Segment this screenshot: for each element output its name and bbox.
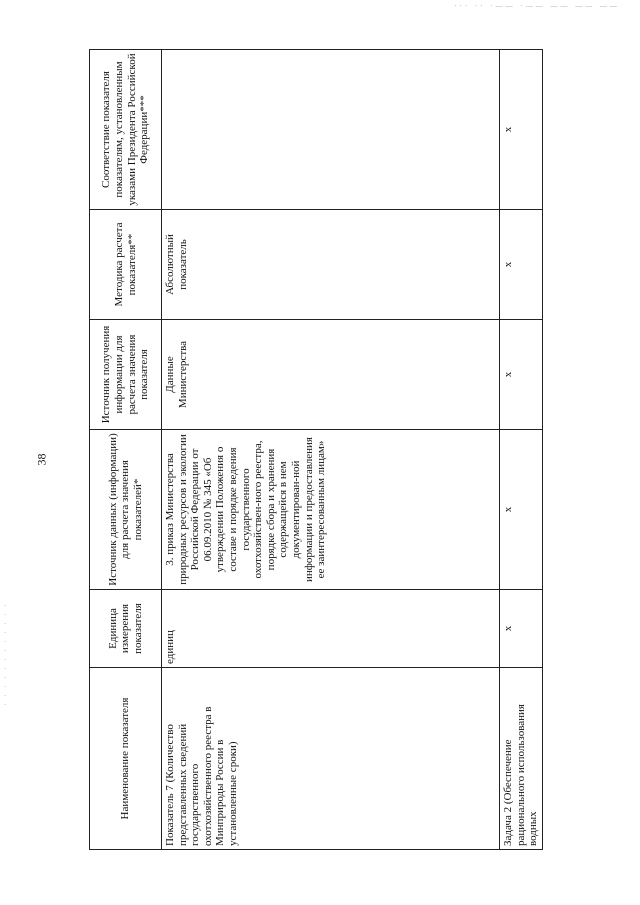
indicator-table bbox=[89, 49, 543, 850]
table-header-row bbox=[90, 50, 162, 850]
indicator-table-rotated bbox=[89, 50, 541, 850]
header-decree-match: Соответствие показателя показателям, установленным указами Президента Российской Федерации*** bbox=[90, 50, 162, 210]
task-name: Задача 2 (Обеспечение рационального использования водных bbox=[500, 668, 543, 850]
table-row bbox=[500, 50, 543, 850]
header-data-source: Источник данных (информации) для расчета значения показателей* bbox=[90, 430, 162, 590]
indicator-data-source: 3. приказ Министерства природных ресурсов и экологии Российской Федерации от 06.09.2010 № 345 «Об утверждении Положения о составе и порядке ведения государственного охотхозяйствен-ного реестра, порядке сбора и хранения содержащейся в нем документирован-ной информации и предоставления ее заинтересованным лицам» bbox=[162, 430, 500, 590]
header-unit: Единица измерения показателя bbox=[90, 590, 162, 668]
table-row bbox=[162, 50, 500, 850]
scan-edge-artifact: · · · · · · · · · · · · bbox=[4, 602, 7, 709]
indicator-decree-match bbox=[162, 50, 500, 210]
task-method: x bbox=[500, 210, 543, 320]
task-data-source: x bbox=[500, 430, 543, 590]
header-name: Наименование показателя bbox=[90, 668, 162, 850]
task-info-origin: x bbox=[500, 320, 543, 430]
indicator-name: Показатель 7 (Количество представленных сведений государственного охотхозяйственного реестра в Минприроды России в установленные сроки) bbox=[162, 668, 500, 850]
header-info-origin: Источник получения информации для расчета значения показателя bbox=[90, 320, 162, 430]
task-decree-match: x bbox=[500, 50, 543, 210]
indicator-unit: единиц bbox=[162, 590, 500, 668]
page-number: 38 bbox=[34, 453, 49, 466]
header-method: Методика расчета показателя** bbox=[90, 210, 162, 320]
indicator-method: Абсолютный показатель bbox=[162, 210, 500, 320]
task-unit: x bbox=[500, 590, 543, 668]
indicator-info-origin: Данные Министерства bbox=[162, 320, 500, 430]
scan-artifact: ··· ·· ·—— ·—— —— —— —— bbox=[454, 2, 620, 10]
